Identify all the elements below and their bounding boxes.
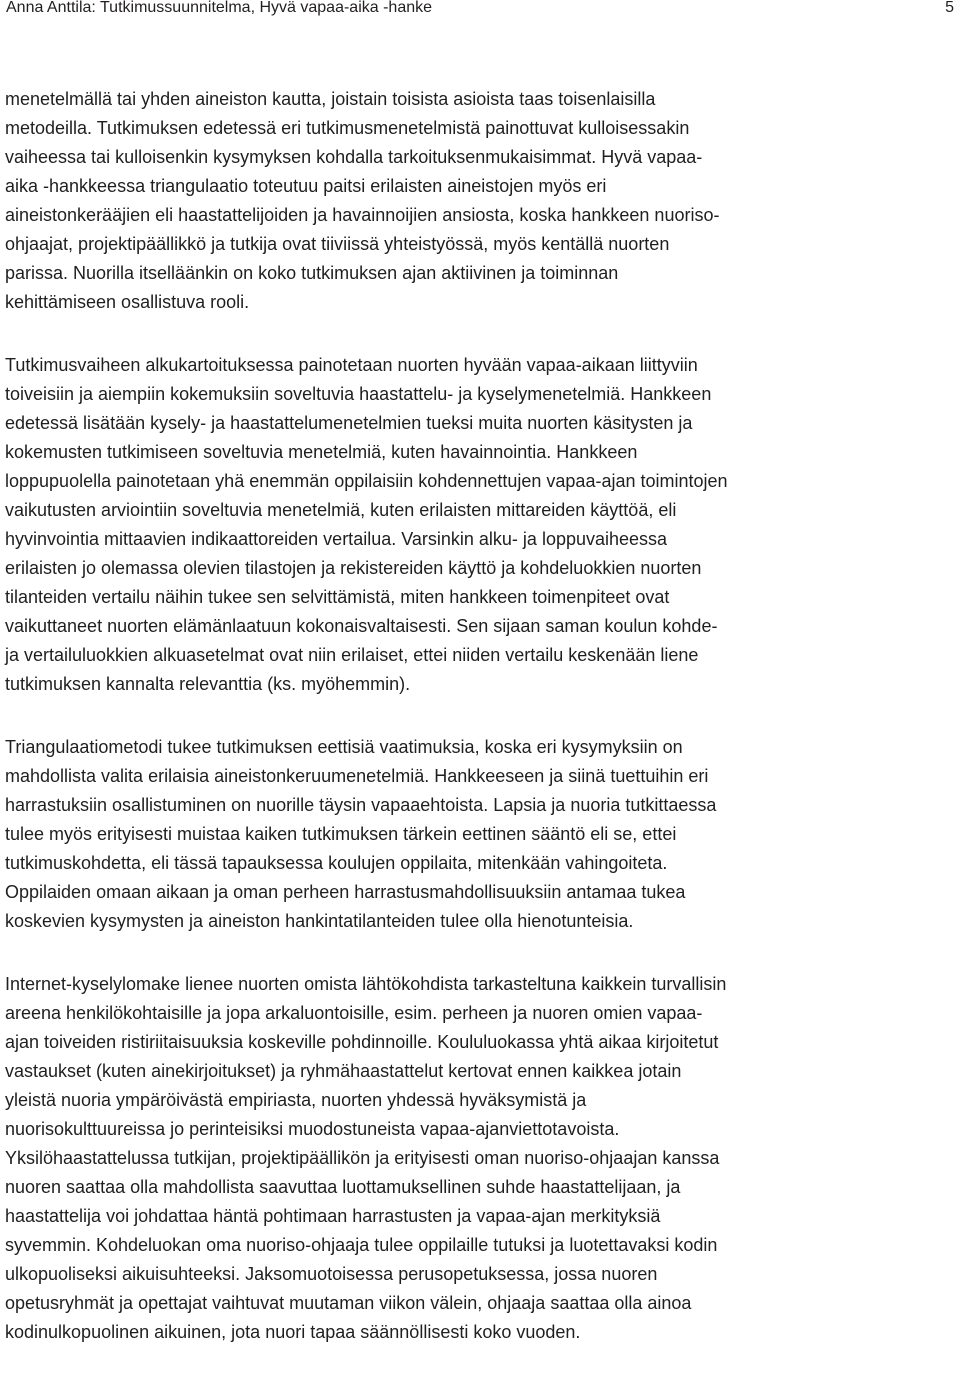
- text-line: kokemusten tutkimiseen soveltuvia menetelmiä, kuten havainnointia. Hankkeen: [5, 442, 638, 462]
- page-number: 5: [945, 0, 954, 16]
- text-line: areena henkilökohtaisille ja jopa arkaluontoisille, esim. perheen ja nuoren omien vapaa-: [5, 1003, 703, 1023]
- text-line: nuoren saattaa olla mahdollista saavuttaa luottamuksellinen suhde haastattelijaan, ja: [5, 1177, 681, 1197]
- text-line: Yksilöhaastattelussa tutkijan, projektipäällikön ja erityisesti oman nuoriso-ohjaajan kanssa: [5, 1148, 720, 1168]
- text-line: Triangulaatiometodi tukee tutkimuksen eettisiä vaatimuksia, koska eri kysymyksiin on: [5, 737, 683, 757]
- text-line: metodeilla. Tutkimuksen edetessä eri tutkimusmenetelmistä painottuvat kulloisessakin: [5, 118, 690, 138]
- text-line: ja vertailuluokkien alkuasetelmat ovat niin erilaiset, ettei niiden vertailu keskenään liene: [5, 645, 699, 665]
- paragraph-data-collection: [5, 970, 955, 1347]
- text-line: menetelmällä tai yhden aineiston kautta, joistain toisista asioista taas toisenlaisilla: [5, 89, 656, 109]
- paragraph-ethics: [5, 733, 955, 936]
- document-body: [5, 85, 955, 1381]
- text-line: kodinulkopuolinen aikuinen, jota nuori tapaa säännöllisesti koko vuoden.: [5, 1322, 581, 1342]
- text-line: tilanteiden vertailu näihin tukee sen selvittämistä, miten hankkeen toimenpiteet ovat: [5, 587, 670, 607]
- text-line: Tutkimusvaiheen alkukartoituksessa painotetaan nuorten hyvään vapaa-aikaan liittyviin: [5, 355, 698, 375]
- text-line: ohjaajat, projektipäällikkö ja tutkija ovat tiiviissä yhteistyössä, myös kentällä nuorten: [5, 234, 670, 254]
- page-header: [6, 0, 954, 20]
- text-line: koskevien kysymysten ja aineiston hankintatilanteiden tulee olla hienotunteisia.: [5, 911, 634, 931]
- text-line: syvemmin. Kohdeluokan oma nuoriso-ohjaaja tulee oppilaille tutuksi ja luotettavaksi kodin: [5, 1235, 718, 1255]
- text-line: tulee myös erityisesti muistaa kaiken tutkimuksen tärkein eettinen sääntö eli se, ettei: [5, 824, 677, 844]
- text-line: vaiheessa tai kulloisenkin kysymyksen kohdalla tarkoituksenmukaisimmat. Hyvä vapaa-: [5, 147, 703, 167]
- text-line: edetessä lisätään kysely- ja haastattelumenetelmien tueksi muita nuorten käsitysten ja: [5, 413, 693, 433]
- text-line: Oppilaiden omaan aikaan ja oman perheen harrastusmahdollisuuksiin antamaa tukea: [5, 882, 686, 902]
- text-line: erilaisten jo olemassa olevien tilastojen ja rekistereiden käyttö ja kohdeluokkien nuorten: [5, 558, 702, 578]
- text-line: toiveisiin ja aiempiin kokemuksiin soveltuvia haastattelu- ja kyselymenetelmiä. Hankkeen: [5, 384, 712, 404]
- text-line: haastattelija voi johdattaa häntä pohtimaan harrastusten ja vapaa-ajan merkityksiä: [5, 1206, 661, 1226]
- text-line: vaikutusten arviointiin soveltuvia menetelmiä, kuten erilaisten mittareiden käyttöä, eli: [5, 500, 677, 520]
- paragraph-research-phases: [5, 351, 955, 699]
- paragraph-triangulation: [5, 85, 955, 317]
- text-line: vaikuttaneet nuorten elämänlaatuun kokonaisvaltaisesti. Sen sijaan saman koulun kohde-: [5, 616, 718, 636]
- text-line: opetusryhmät ja opettajat vaihtuvat muutaman viikon välein, ohjaaja saattaa olla ainoa: [5, 1293, 692, 1313]
- text-line: yleistä nuoria ympäröivästä empiriasta, nuorten yhdessä hyväksymistä ja: [5, 1090, 587, 1110]
- text-line: aika -hankkeessa triangulaatio toteutuu paitsi erilaisten aineistojen myös eri: [5, 176, 607, 196]
- text-line: loppupuolella painotetaan yhä enemmän oppilaisiin kohdennettujen vapaa-ajan toimintojen: [5, 471, 728, 491]
- text-line: Internet-kyselylomake lienee nuorten omista lähtökohdista tarkasteltuna kaikkein turvallisin: [5, 974, 727, 994]
- text-line: aineistonkerääjien eli haastattelijoiden ja havainnoijien ansiosta, koska hankkeen nuoriso-: [5, 205, 720, 225]
- text-line: tutkimuskohdetta, eli tässä tapauksessa koulujen oppilaita, mitenkään vahingoiteta.: [5, 853, 668, 873]
- text-line: nuorisokulttuureissa jo perinteisiksi muodostuneista vapaa-ajanviettotavoista.: [5, 1119, 620, 1139]
- text-line: hyvinvointia mittaavien indikaattoreiden vertailua. Varsinkin alku- ja loppuvaiheessa: [5, 529, 668, 549]
- text-line: kehittämiseen osallistuva rooli.: [5, 292, 250, 312]
- text-line: tutkimuksen kannalta relevanttia (ks. myöhemmin).: [5, 674, 411, 694]
- text-line: ajan toiveiden ristiriitaisuuksia koskeville pohdinnoille. Koululuokassa yhtä aikaa kirjoitetut: [5, 1032, 719, 1052]
- document-header-title: Anna Anttila: Tutkimussuunnitelma, Hyvä vapaa-aika -hanke: [6, 0, 433, 16]
- text-line: harrastuksiin osallistuminen on nuorille täysin vapaaehtoista. Lapsia ja nuoria tutkittaessa: [5, 795, 717, 815]
- text-line: parissa. Nuorilla itselläänkin on koko tutkimuksen ajan aktiivinen ja toiminnan: [5, 263, 619, 283]
- text-line: vastaukset (kuten ainekirjoitukset) ja ryhmähaastattelut kertovat ennen kaikkea jotain: [5, 1061, 682, 1081]
- text-line: mahdollista valita erilaisia aineistonkeruumenetelmiä. Hankkeeseen ja siinä tuettuihin eri: [5, 766, 709, 786]
- text-line: ulkopuoliseksi aikuisuhteeksi. Jaksomuotoisessa perusopetuksessa, jossa nuoren: [5, 1264, 658, 1284]
